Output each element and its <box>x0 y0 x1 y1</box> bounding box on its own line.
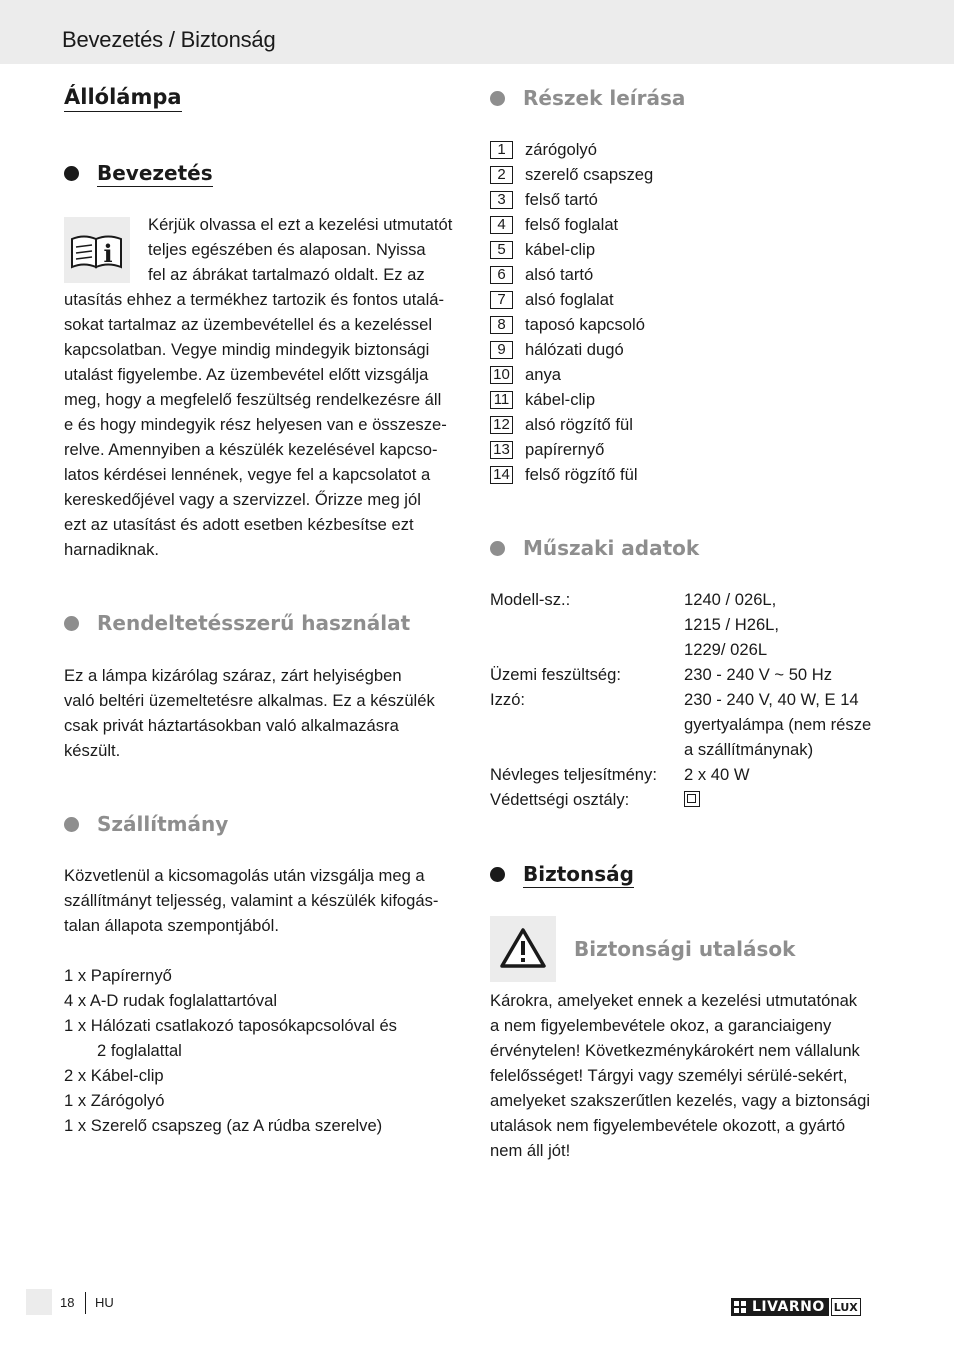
text-line: harnadiknak. <box>64 540 160 559</box>
spec-value: 1229/ 026L <box>684 640 768 659</box>
text-line: fel az ábrákat tartalmazó oldalt. Ez az <box>148 265 425 284</box>
list-item: 2 x Kábel-clip <box>64 1066 164 1085</box>
part-number: 11 <box>490 391 513 409</box>
list-item <box>490 187 653 212</box>
spec-value: 230 - 240 V, 40 W, E 14 <box>684 690 859 709</box>
part-number: 3 <box>490 191 513 209</box>
part-number: 1 <box>490 141 513 159</box>
delivery-heading-text: Szállítmány <box>97 812 229 836</box>
text-line: utalást figyelembe. Az üzembevétel előtt vizsgálja <box>64 365 429 384</box>
spec-value: a szállítmánynak) <box>684 740 814 759</box>
part-number: 6 <box>490 266 513 284</box>
spec-label <box>490 737 684 762</box>
spec-label: Névleges teljesítmény: <box>490 765 657 784</box>
list-item <box>490 237 653 262</box>
text-line: e és hogy mindegyik rész helyesen van e összesze- <box>64 415 447 434</box>
bullet-dot <box>490 867 505 882</box>
parts-heading-text: Részek leírása <box>523 86 686 110</box>
part-label: hálózati dugó <box>525 339 624 359</box>
specs-heading <box>490 535 699 561</box>
list-item <box>490 337 653 362</box>
list-item <box>490 262 653 287</box>
svg-text:i: i <box>103 239 113 268</box>
spec-label <box>490 637 684 662</box>
spec-value: gyertyalámpa (nem része <box>684 715 872 734</box>
warning-triangle-icon <box>490 916 556 982</box>
text-line: kapcsolatban. Vegye mindig mindegyik biztonsági <box>64 340 430 359</box>
text-line: a nem figyelembevétele okoz, a garanciaigeny <box>490 1016 832 1035</box>
safety-heading <box>490 861 634 888</box>
table-row <box>490 662 899 687</box>
spec-label <box>490 612 684 637</box>
bullet-dot <box>490 91 505 106</box>
part-label: felső foglalat <box>525 214 619 234</box>
spec-label: Modell-sz.: <box>490 590 571 609</box>
brand-name: LIVARNO <box>752 1299 825 1315</box>
safety-subheading: Biztonsági utalások <box>574 937 796 961</box>
spec-label <box>490 712 684 737</box>
list-item: 4 x A-D rudak foglalattartóval <box>64 991 278 1010</box>
bullet-dot <box>64 166 79 181</box>
table-row <box>490 587 899 612</box>
parts-list <box>490 137 653 487</box>
part-number: 13 <box>490 441 513 459</box>
list-item <box>490 162 653 187</box>
text-line: csak privát háztartásokban való alkalmazásra <box>64 716 399 735</box>
spec-label: Védettségi osztály: <box>490 790 630 809</box>
part-number: 12 <box>490 416 513 434</box>
text-line: való beltéri üzemeltetésre alkalmas. Ez a készülék <box>64 691 435 710</box>
part-label: zárógolyó <box>525 139 597 159</box>
parts-heading <box>490 85 685 111</box>
part-label: szerelő csapszeg <box>525 164 654 184</box>
part-number: 7 <box>490 291 513 309</box>
table-row <box>490 712 899 737</box>
main-title: Állólámpa <box>64 84 182 112</box>
text-line: Közvetlenül a kicsomagolás után vizsgálja meg a <box>64 866 425 885</box>
spec-value: 230 - 240 V ~ 50 Hz <box>684 665 833 684</box>
text-line: kereskedőjével vagy a szervizzel. Őrizze meg jól <box>64 490 421 509</box>
footer-marker <box>26 1289 52 1315</box>
part-label: anya <box>525 364 561 384</box>
list-item <box>490 312 653 337</box>
list-item: 2 foglalattal <box>97 1041 182 1060</box>
bullet-dot <box>490 541 505 556</box>
part-label: felső rögzítő fül <box>525 464 638 484</box>
list-item <box>490 212 653 237</box>
table-row <box>490 637 899 662</box>
part-label: kábel-clip <box>525 239 596 259</box>
table-row <box>490 612 899 637</box>
table-row <box>490 737 899 762</box>
part-number: 8 <box>490 316 513 334</box>
text-line: talan állapota szempontjából. <box>64 916 279 935</box>
part-label: felső tartó <box>525 189 598 209</box>
intro-heading <box>64 160 213 187</box>
text-line: Károkra, amelyeket ennek a kezelési utmutatónak <box>490 991 858 1010</box>
part-label: papírernyő <box>525 439 605 459</box>
part-number: 14 <box>490 466 513 484</box>
text-line: sokat tartalmaz az üzembevétellel és a kezeléssel <box>64 315 433 334</box>
part-number: 5 <box>490 241 513 259</box>
protection-class-ii-icon <box>684 791 700 807</box>
list-item: 1 x Hálózati csatlakozó taposókapcsolóval és <box>64 1016 397 1035</box>
text-line: relve. Amennyiben a készülék kezelésével kapcso- <box>64 440 438 459</box>
list-item <box>490 462 653 487</box>
footer-divider <box>85 1292 86 1314</box>
spec-value <box>684 787 899 812</box>
intro-paragraph-top <box>148 212 468 287</box>
page-header-title: Bevezetés / Biztonság <box>62 27 276 52</box>
part-number: 10 <box>490 366 513 384</box>
brand-squares-icon <box>734 1301 748 1313</box>
text-line: latos kérdései lennének, vegye fel a kapcsolatot a <box>64 465 431 484</box>
list-item: 1 x Papírernyő <box>64 966 172 985</box>
part-label: kábel-clip <box>525 389 596 409</box>
part-number: 4 <box>490 216 513 234</box>
text-line: utasítás ehhez a termékhez tartozik és fontos utalá- <box>64 290 445 309</box>
text-line: teljes egészében és alaposan. Nyissa <box>148 240 426 259</box>
delivery-list <box>64 963 474 1138</box>
delivery-paragraph <box>64 863 474 938</box>
part-number: 2 <box>490 166 513 184</box>
text-line: készült. <box>64 741 121 760</box>
spec-value: 1215 / H26L, <box>684 615 780 634</box>
spec-value: 2 x 40 W <box>684 765 750 784</box>
brand-logo-main <box>731 1298 829 1316</box>
list-item <box>490 137 653 162</box>
text-line: szállítmányt teljesség, valamint a készülék kifogás- <box>64 891 439 910</box>
intro-heading-text: Bevezetés <box>97 161 213 185</box>
text-line: nem áll jót! <box>490 1141 571 1160</box>
bullet-dot <box>64 817 79 832</box>
part-label: alsó rögzítő fül <box>525 414 633 434</box>
intro-paragraph <box>64 287 474 562</box>
text-line: Ez a lámpa kizárólag száraz, zárt helyiségben <box>64 666 402 685</box>
part-label: alsó tartó <box>525 264 594 284</box>
list-item <box>490 362 653 387</box>
bullet-dot <box>64 616 79 631</box>
intended-use-paragraph <box>64 663 474 763</box>
table-row <box>490 762 899 787</box>
intended-use-heading-text: Rendeltetésszerű használat <box>97 611 411 635</box>
brand-logo <box>731 1297 861 1317</box>
list-item: 1 x Zárógolyó <box>64 1091 165 1110</box>
list-item: 1 x Szerelő csapszeg (az A rúdba szerelve) <box>64 1116 383 1135</box>
text-line: meg, hogy a megfelelő feszültség rendelkezésre áll <box>64 390 442 409</box>
text-line: utalások nem figyelembevétele okozott, a gyártó <box>490 1116 846 1135</box>
page-number: 18 <box>60 1295 75 1310</box>
header-bar <box>0 0 954 64</box>
brand-suffix: LUX <box>831 1298 861 1316</box>
spec-label: Üzemi feszültség: <box>490 665 621 684</box>
text-line: érvénytelen! Következménykárokért nem vállalunk <box>490 1041 860 1060</box>
safety-paragraph <box>490 988 900 1163</box>
list-item <box>490 287 653 312</box>
list-item <box>490 387 653 412</box>
list-item <box>490 412 653 437</box>
specs-heading-text: Műszaki adatok <box>523 536 700 560</box>
safety-heading-text: Biztonság <box>523 862 634 886</box>
text-line: ezt az utasítást és adott esetben kézbesítse ezt <box>64 515 414 534</box>
language-code: HU <box>95 1295 114 1310</box>
text-line: felelősséget! Tárgyi vagy személyi sérülé-sekért, <box>490 1066 848 1085</box>
spec-label: Izzó: <box>490 690 526 709</box>
delivery-heading <box>64 811 228 837</box>
list-item <box>490 437 653 462</box>
spec-value: 1240 / 026L, <box>684 590 777 609</box>
book-info-icon <box>64 217 130 283</box>
specs-table <box>490 587 899 812</box>
text-line: amelyeket szakszerűtlen kezelés, vagy a biztonsági <box>490 1091 871 1110</box>
part-number: 9 <box>490 341 513 359</box>
text-line: Kérjük olvassa el ezt a kezelési utmutatót <box>148 215 453 234</box>
table-row <box>490 687 899 712</box>
part-label: alsó foglalat <box>525 289 614 309</box>
table-row <box>490 787 899 812</box>
part-label: taposó kapcsoló <box>525 314 645 334</box>
intended-use-heading <box>64 610 410 636</box>
